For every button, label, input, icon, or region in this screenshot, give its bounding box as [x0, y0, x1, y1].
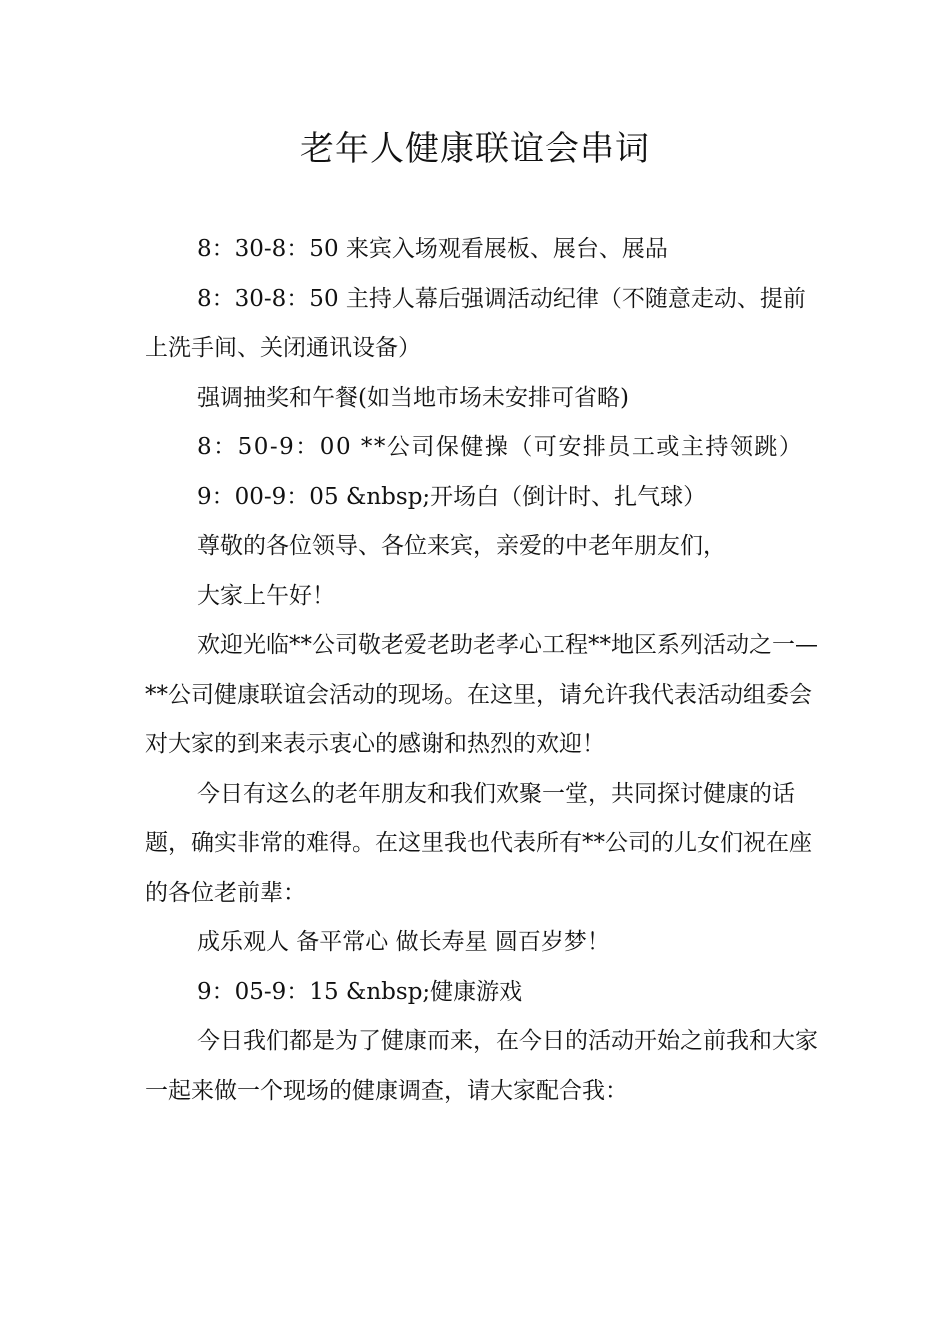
- schedule-line-opening: 9：00-9：05 &nbsp;开场白（倒计时、扎气球）: [197, 483, 707, 510]
- document-body: [145, 225, 825, 1116]
- good-morning-line: 大家上午好！: [197, 582, 335, 609]
- lottery-lunch-note: 强调抽奖和午餐(如当地市场未安排可省略): [197, 384, 629, 411]
- schedule-line-exercise: 8：50-9：00 **公司保健操（可安排员工或主持领跳）: [197, 434, 804, 460]
- schedule-line-arrival: 8：30-8：50 来宾入场观看展板、展台、展品: [197, 236, 668, 262]
- greeting-line: 尊敬的各位领导、各位来宾，亲爱的中老年朋友们，: [197, 533, 726, 559]
- schedule-line-games: 9：05-9：15 &nbsp;健康游戏: [197, 978, 523, 1005]
- document-title: 老年人健康联谊会串词: [300, 129, 650, 169]
- schedule-line-discipline: 8：30-8：50 主持人幕后强调活动纪律（不随意走动、提前上洗手间、关闭通讯设备）: [145, 285, 806, 361]
- health-survey-paragraph: 今日我们都是为了健康而来，在今日的活动开始之前我和大家一起来做一个现场的健康调查，请大家配合我：: [145, 1028, 818, 1104]
- gathering-paragraph: 今日有这么的老年朋友和我们欢聚一堂，共同探讨健康的话题，确实非常的难得。在这里我也代表所有**公司的儿女们祝在座的各位老前辈：: [145, 780, 812, 906]
- welcome-paragraph: 欢迎光临**公司敬老爱老助老孝心工程**地区系列活动之一—**公司健康联谊会活动的现场。在这里，请允许我代表活动组委会对大家的到来表示衷心的感谢和热烈的欢迎！: [145, 632, 818, 757]
- blessing-line: 成乐观人 备平常心 做长寿星 圆百岁梦！: [197, 929, 610, 955]
